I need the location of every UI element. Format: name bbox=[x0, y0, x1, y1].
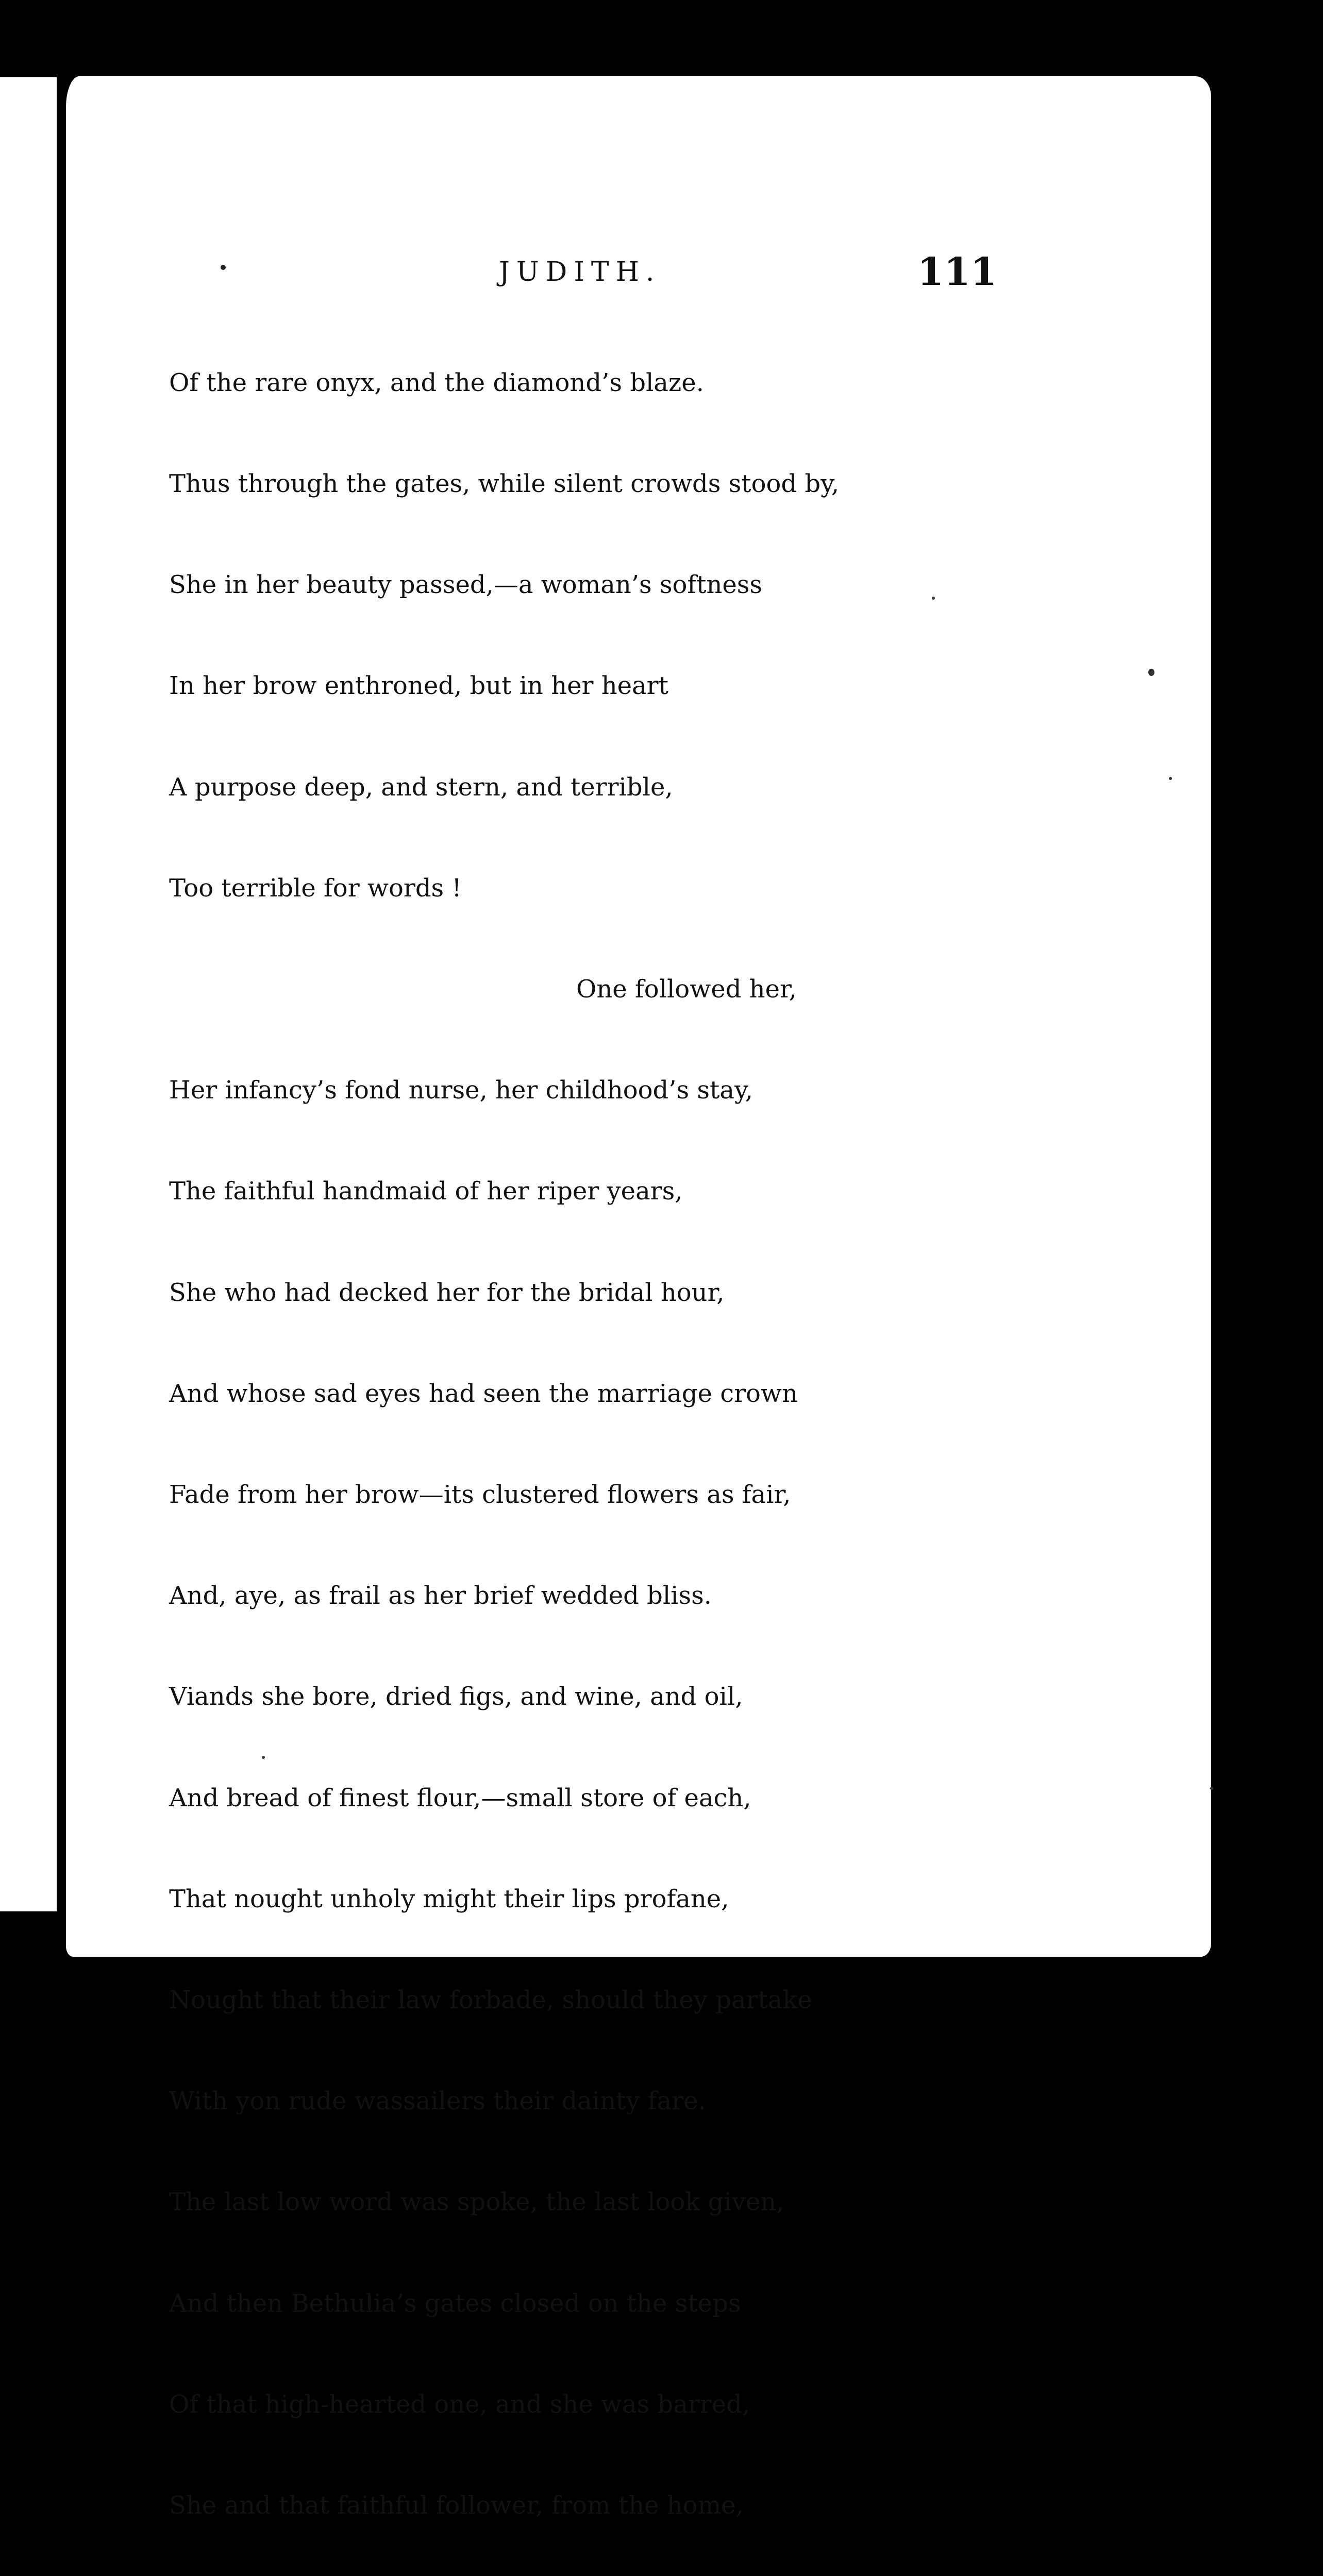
poem-line: Viands she bore, dried figs, and wine, and oil, bbox=[169, 1682, 743, 1711]
facing-page-edge bbox=[0, 77, 57, 1911]
poem-line: Of the rare onyx, and the diamond’s blaze. bbox=[169, 368, 704, 397]
poem-line: The last low word was spoke, the last look given, bbox=[169, 2188, 784, 2217]
poem-line: A purpose deep, and stern, and terrible, bbox=[169, 772, 673, 802]
poem-line: One followed her, bbox=[576, 975, 797, 1004]
running-header bbox=[66, 232, 1211, 299]
poem-line: Thus through the gates, while silent crowds stood by, bbox=[169, 469, 840, 499]
ink-speck bbox=[1210, 1787, 1213, 1790]
ink-speck bbox=[262, 1756, 265, 1759]
poem-line: Her infancy’s fond nurse, her childhood’s stay, bbox=[169, 1076, 753, 1105]
poem-line: She and that faithful follower, from the home, bbox=[169, 2491, 744, 2520]
poem-line: With yon rude wassailers their dainty fare. bbox=[169, 2087, 706, 2116]
poem-line: And whose sad eyes had seen the marriage crown bbox=[169, 1379, 798, 1408]
poem-line: Nought that their law forbade, should they partake bbox=[169, 1986, 812, 2015]
poem-line: She in her beauty passed,—a woman’s softness bbox=[169, 570, 763, 600]
ink-speck bbox=[1148, 669, 1154, 676]
poem-line: In her brow enthroned, but in her heart bbox=[169, 671, 668, 701]
poem-line: And, aye, as frail as her brief wedded bliss. bbox=[169, 1581, 712, 1611]
page-number: 111 bbox=[917, 250, 997, 294]
poem-line: The faithful handmaid of her riper years, bbox=[169, 1177, 683, 1206]
poem-line: Fade from her brow—its clustered flowers as fair, bbox=[169, 1480, 791, 1510]
running-title: JUDITH. bbox=[499, 257, 661, 287]
poem-line: And then Bethulia’s gates closed on the steps bbox=[169, 2289, 741, 2318]
poem-line: She who had decked her for the bridal hour, bbox=[169, 1278, 725, 1307]
poem-line: Too terrible for words ! bbox=[169, 873, 462, 903]
poem-body bbox=[169, 299, 1097, 2576]
poem-line: Of that high-hearted one, and she was barred, bbox=[169, 2389, 750, 2419]
ink-speck bbox=[1169, 777, 1172, 780]
header-speck bbox=[221, 265, 226, 270]
book-page bbox=[66, 76, 1211, 2520]
ink-speck bbox=[932, 597, 935, 600]
poem-line: And bread of finest flour,—small store of each, bbox=[169, 1783, 751, 1812]
poem-line: That nought unholy might their lips profane, bbox=[169, 1884, 729, 1913]
